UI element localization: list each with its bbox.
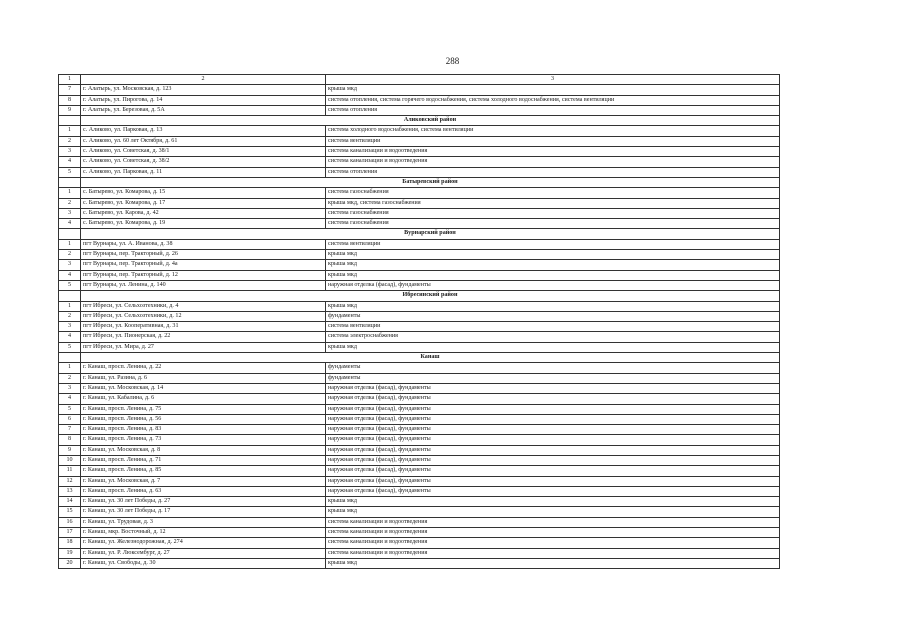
row-address: г. Алатырь, ул. Березовая, д. 5А [81,105,326,115]
row-number: 4 [59,270,81,280]
district-title: Канаш [81,353,780,363]
row-work-type: наружная отделка (фасад), фундаменты [326,466,780,476]
row-address: г. Канаш, ул. Свободы, д. 30 [81,558,326,568]
district-heading-row [59,291,780,301]
row-work-type: крыша мкд [326,270,780,280]
table-row [59,445,780,455]
district-blank-cell [59,177,81,187]
row-work-type: система отопления [326,167,780,177]
table-row [59,85,780,95]
row-address: г. Канаш, ул. Разина, д. 6 [81,373,326,383]
district-title: Вурнарский район [81,229,780,239]
row-address: пгт Ибреси, ул. Сельхозтехники, д. 4 [81,301,326,311]
table-row [59,280,780,290]
table-row [59,455,780,465]
row-work-type: система газоснабжения [326,208,780,218]
table-row [59,332,780,342]
row-number: 2 [59,136,81,146]
column-number-1: 1 [59,75,81,85]
row-work-type: система вентиляции [326,239,780,249]
row-address: пгт Вурнары, пер. Тракторный, д. 26 [81,250,326,260]
table-row [59,538,780,548]
row-number: 5 [59,342,81,352]
row-number: 18 [59,538,81,548]
column-number-header-row [59,75,780,85]
row-work-type: крыша мкд [326,301,780,311]
row-work-type: крыша мкд [326,250,780,260]
row-number: 4 [59,157,81,167]
row-number: 5 [59,167,81,177]
row-work-type: система вентиляции [326,322,780,332]
table-row [59,414,780,424]
row-address: г. Канаш, ул. 30 лет Победы, д. 17 [81,507,326,517]
row-address: пгт Ибреси, ул. Мира, д. 27 [81,342,326,352]
table-row [59,466,780,476]
table-row [59,342,780,352]
row-number: 4 [59,219,81,229]
table-row [59,322,780,332]
table-row [59,157,780,167]
row-number: 10 [59,455,81,465]
table-row [59,208,780,218]
table-row [59,250,780,260]
row-address: г. Канаш, ул. Трудовая, д. 3 [81,517,326,527]
table-row [59,219,780,229]
table-row [59,548,780,558]
table-row [59,105,780,115]
row-work-type: наружная отделка (фасад), фундаменты [326,404,780,414]
district-heading-row [59,116,780,126]
table-row [59,476,780,486]
row-number: 4 [59,394,81,404]
row-address: г. Канаш, ул. Кабалина, д. 6 [81,394,326,404]
column-number-2: 2 [81,75,326,85]
row-work-type: наружная отделка (фасад), фундаменты [326,445,780,455]
row-address: с. Аликово, ул. Советская, д. 38/1 [81,147,326,157]
row-address: пгт Вурнары, пер. Тракторный, д. 12 [81,270,326,280]
table-row [59,136,780,146]
row-number: 1 [59,188,81,198]
row-work-type: наружная отделка (фасад), фундаменты [326,383,780,393]
row-work-type: система вентиляции [326,136,780,146]
row-number: 20 [59,558,81,568]
table-row [59,188,780,198]
row-number: 19 [59,548,81,558]
row-address: г. Канаш, просп. Ленина, д. 56 [81,414,326,424]
row-address: г. Канаш, просп. Ленина, д. 83 [81,425,326,435]
row-number: 3 [59,260,81,270]
row-number: 1 [59,301,81,311]
row-number: 3 [59,208,81,218]
row-number: 12 [59,476,81,486]
row-work-type: система отопления [326,105,780,115]
row-address: г. Канаш, ул. Московская, д. 8 [81,445,326,455]
row-address: с. Аликово, ул. Парковая, д. 11 [81,167,326,177]
table-row [59,383,780,393]
row-number: 16 [59,517,81,527]
row-work-type: наружная отделка (фасад), фундаменты [326,394,780,404]
row-number: 1 [59,239,81,249]
row-work-type: система канализации и водоотведения [326,157,780,167]
row-work-type: система канализации и водоотведения [326,528,780,538]
row-number: 8 [59,95,81,105]
row-address: г. Канаш, ул. Московская, д. 7 [81,476,326,486]
row-address: г. Канаш, просп. Ленина, д. 22 [81,363,326,373]
row-number: 5 [59,280,81,290]
table-row [59,126,780,136]
table-row [59,528,780,538]
table-row [59,373,780,383]
page-number: 288 [445,56,460,66]
row-work-type: система канализации и водоотведения [326,538,780,548]
district-blank-cell [59,291,81,301]
row-address: г. Канаш, просп. Ленина, д. 73 [81,435,326,445]
row-number: 3 [59,322,81,332]
row-number: 15 [59,507,81,517]
row-address: г. Канаш, просп. Ленина, д. 63 [81,486,326,496]
row-number: 13 [59,486,81,496]
table-row [59,198,780,208]
row-address: г. Канаш, просп. Ленина, д. 75 [81,404,326,414]
row-number: 1 [59,363,81,373]
district-blank-cell [59,116,81,126]
row-address: с. Аликово, ул. Парковая, д. 13 [81,126,326,136]
row-number: 6 [59,414,81,424]
table-row [59,507,780,517]
table-row [59,239,780,249]
table-row [59,425,780,435]
row-work-type: крыша мкд [326,85,780,95]
row-work-type: наружная отделка (фасад), фундаменты [326,455,780,465]
repair-register-table [58,74,780,569]
row-address: г. Канаш, просп. Ленина, д. 85 [81,466,326,476]
row-number: 3 [59,383,81,393]
row-address: с. Аликово, ул. 60 лет Октября, д. 61 [81,136,326,146]
row-work-type: крыша мкд [326,507,780,517]
table-body [59,75,780,569]
row-number: 17 [59,528,81,538]
district-heading-row [59,353,780,363]
table-row [59,301,780,311]
row-address: г. Канаш, просп. Ленина, д. 71 [81,455,326,465]
district-title: Батыревский район [81,177,780,187]
row-number: 7 [59,425,81,435]
row-work-type: система канализации и водоотведения [326,548,780,558]
row-address: пгт Ибреси, ул. Пионерская, д. 22 [81,332,326,342]
row-number: 3 [59,147,81,157]
row-number: 11 [59,466,81,476]
row-work-type: система отопления, система горячего водоснабжения, система холодного водоснабжения, система вентиляции [326,95,780,105]
row-address: пгт Ибреси, ул. Сельхозтехники, д. 12 [81,311,326,321]
row-work-type: крыша мкд [326,342,780,352]
district-title: Ибресинский район [81,291,780,301]
row-work-type: система газоснабжения [326,219,780,229]
row-number: 2 [59,250,81,260]
row-address: с. Батырево, ул. Карова, д. 42 [81,208,326,218]
row-work-type: фундаменты [326,311,780,321]
row-address: пгт Вурнары, пер. Тракторный, д. 4а [81,260,326,270]
row-work-type: наружная отделка (фасад), фундаменты [326,414,780,424]
table-row [59,517,780,527]
table-row [59,260,780,270]
row-work-type: наружная отделка (фасад), фундаменты [326,486,780,496]
row-work-type: наружная отделка (фасад), фундаменты [326,476,780,486]
row-number: 9 [59,105,81,115]
row-work-type: крыша мкд [326,260,780,270]
row-address: с. Батырево, ул. Комарова, д. 15 [81,188,326,198]
table-row [59,311,780,321]
table-row [59,486,780,496]
row-address: г. Канаш, ул. Р. Люксембург, д. 27 [81,548,326,558]
row-number: 2 [59,198,81,208]
table-row [59,167,780,177]
row-number: 9 [59,445,81,455]
row-number: 8 [59,435,81,445]
district-title: Аликовский район [81,116,780,126]
row-work-type: крыша мкд [326,497,780,507]
row-work-type: крыша мкд, система газоснабжения [326,198,780,208]
row-address: с. Батырево, ул. Комарова, д. 19 [81,219,326,229]
row-work-type: наружная отделка (фасад), фундаменты [326,280,780,290]
row-work-type: наружная отделка (фасад), фундаменты [326,425,780,435]
row-work-type: крыша мкд [326,558,780,568]
row-number: 14 [59,497,81,507]
district-heading-row [59,229,780,239]
row-address: г. Алатырь, ул. Пирогова, д. 14 [81,95,326,105]
row-address: г. Канаш, ул. Московская, д. 14 [81,383,326,393]
district-heading-row [59,177,780,187]
row-work-type: система канализации и водоотведения [326,517,780,527]
row-work-type: система электроснабжения [326,332,780,342]
row-number: 4 [59,332,81,342]
table-row [59,404,780,414]
row-address: пгт Вурнары, ул. А. Иванова, д. 38 [81,239,326,249]
row-address: г. Канаш, ул. Железнодорожная, д. 274 [81,538,326,548]
row-work-type: система газоснабжения [326,188,780,198]
row-address: г. Алатырь, ул. Московская, д. 123 [81,85,326,95]
row-address: г. Канаш, мкр. Восточный, д. 12 [81,528,326,538]
table-row [59,147,780,157]
table-row [59,558,780,568]
row-work-type: система холодного водоснабжения, система вентиляции [326,126,780,136]
table-row [59,363,780,373]
row-number: 2 [59,373,81,383]
row-work-type: фундаменты [326,373,780,383]
row-number: 1 [59,126,81,136]
row-number: 7 [59,85,81,95]
row-address: пгт Ибреси, ул. Кооперативная, д. 31 [81,322,326,332]
table-row [59,497,780,507]
row-address: с. Аликово, ул. Советская, д. 38/2 [81,157,326,167]
row-address: с. Батырево, ул. Комарова, д. 17 [81,198,326,208]
column-number-3: 3 [326,75,780,85]
row-number: 2 [59,311,81,321]
row-number: 5 [59,404,81,414]
row-work-type: наружная отделка (фасад), фундаменты [326,435,780,445]
district-blank-cell [59,353,81,363]
table-row [59,394,780,404]
district-blank-cell [59,229,81,239]
table-row [59,270,780,280]
row-address: г. Канаш, ул. 30 лет Победы, д. 27 [81,497,326,507]
table-row [59,95,780,105]
row-work-type: система канализации и водоотведения [326,147,780,157]
table-row [59,435,780,445]
row-work-type: фундаменты [326,363,780,373]
row-address: пгт Вурнары, ул. Ленина, д. 140 [81,280,326,290]
